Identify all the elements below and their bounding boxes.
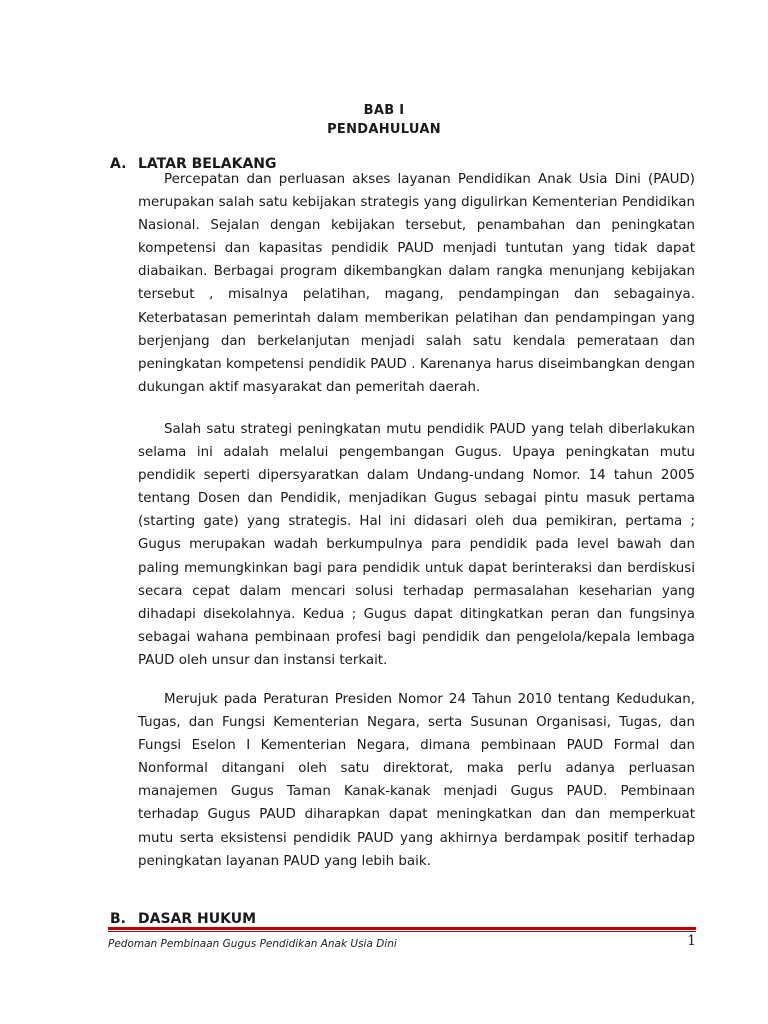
footer-title: Pedoman Pembinaan Gugus Pendidikan Anak Usia Dini: [108, 938, 397, 950]
paragraph-1: Percepatan dan perluasan akses layanan Pendidikan Anak Usia Dini (PAUD) merupakan salah satu kebijakan strategis yang digulirkan Kementerian Pendidikan Nasional. Sejalan dengan kebijakan tersebut, penambahan dan peningkatan kompetensi dan kapasitas pendidik PAUD menjadi tuntutan yang tidak dapat diabaikan. Berbagai program dikembangkan dalam rangka menunjang kebijakan tersebut , misalnya pelatihan, magang, pendampingan dan sebagainya. Keterbatasan pemerintah dalam memberikan pelatihan dan pendampingan yang berjenjang dan berkelanjutan menjadi salah satu kendala pemerataan dan peningkatan kompetensi pendidik PAUD . Karenanya harus diseimbangkan dengan dukungan aktif masyarakat dan pemeritah daerah.: [138, 172, 695, 395]
section-letter: A.: [110, 156, 127, 172]
paragraph-2: Salah satu strategi peningkatan mutu pendidik PAUD yang telah diberlakukan selama ini adalah melalui pengembangan Gugus. Upaya peningkatan mutu pendidik seperti dipersyaratkan dalam Undang-undang Nomor. 14 tahun 2005 tentang Dosen dan Pendidik, menjadikan Gugus sebagai pintu masuk pertama (starting gate) yang strategis. Hal ini didasari oleh dua pemikiran, pertama ; Gugus merupakan wadah berkumpulnya para pendidik pada level bawah dan paling memungkinkan bagi para pendidik untuk dapat berinteraksi dan berdiskusi secara cepat dalam mencari solusi terhadap permasalahan keseharian yang dihadapi disekolahnya. Kedua ; Gugus dapat ditingkatkan peran dan fungsinya sebagai wahana pembinaan profesi bagi pendidik dan pengelola/kepala lembaga PAUD oleh unsur dan instansi terkait.: [138, 422, 695, 668]
footer-rule: [108, 927, 696, 930]
chapter-number: BAB I: [363, 103, 405, 118]
page-number: 1: [687, 933, 696, 949]
section-title: LATAR BELAKANG: [138, 156, 277, 172]
section-letter: B.: [110, 911, 126, 927]
section-title: DASAR HUKUM: [138, 911, 257, 927]
footer-rule-thin: [108, 931, 696, 932]
paragraph-3: Merujuk pada Peraturan Presiden Nomor 24 Tahun 2010 tentang Kedudukan, Tugas, dan Fungsi Kementerian Negara, serta Susunan Organisasi, Tugas, dan Fungsi Eselon I Kementerian Negara, dimana pembinaan PAUD Formal dan Nonformal ditangani oleh satu direktorat, maka perlu adanya perluasan manajemen Gugus Taman Kanak-kanak menjadi Gugus PAUD. Pembinaan terhadap Gugus PAUD diharapkan dapat meningkatkan dan dan memperkuat mutu serta eksistensi pendidik PAUD yang akhirnya berdampak positif terhadap peningkatan layanan PAUD yang lebih baik.: [138, 692, 695, 869]
section-heading-dasar-hukum: [110, 911, 256, 927]
chapter-title: PENDAHULUAN: [327, 122, 441, 137]
